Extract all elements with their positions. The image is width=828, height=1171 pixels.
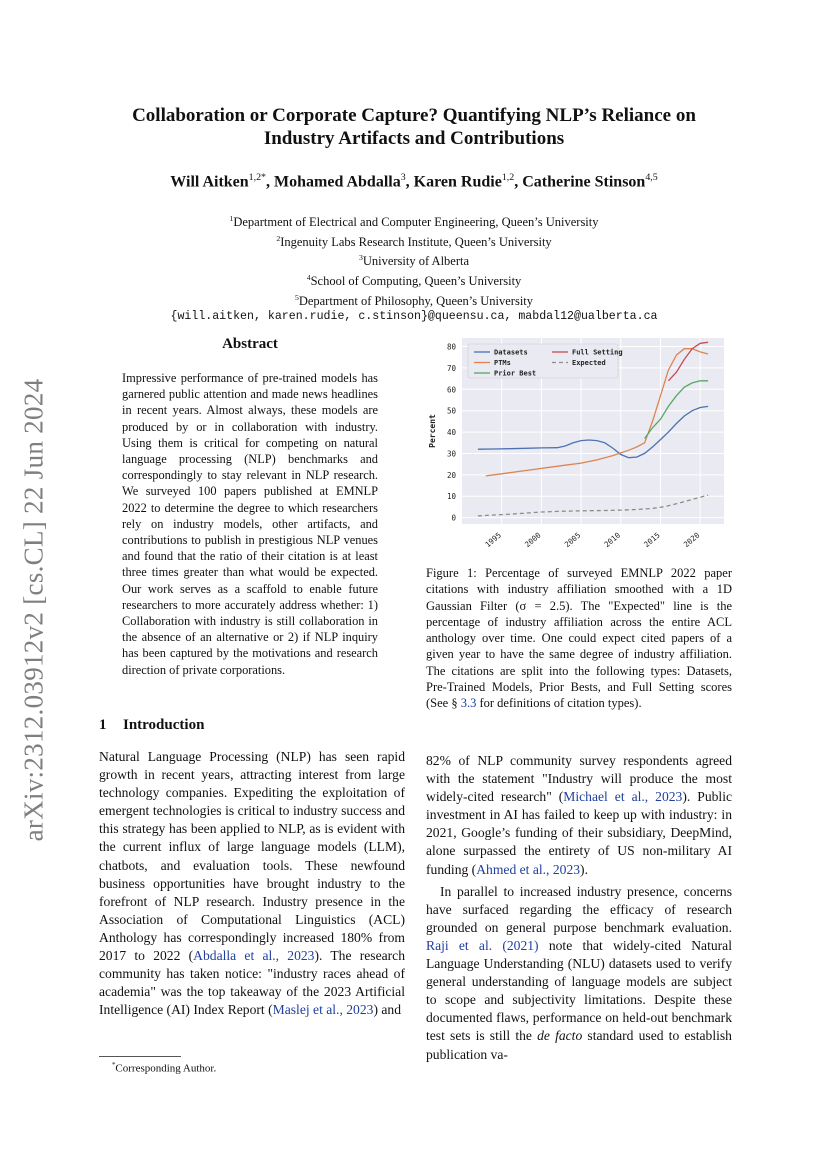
text-run: Figure 1: Percentage of surveyed EMNLP 2022 paper citations with industry affiliation smoothed with a 1D Gaussian Filter (σ = 2.5). The "Expected" line is the percentage of industry affiliation across the entire ACL anthology over time. One could expect cited papers of a given year to have the same degree of industry affiliation. The citations are split into the following types: Datasets, Pre-Trained Models, Prior Bests, and Full Setting scores (See § <box>426 566 732 711</box>
section-title: Introduction <box>123 717 205 733</box>
section-number: 1 <box>99 717 107 733</box>
legend-label: Datasets <box>494 348 528 357</box>
legend-label: Prior Best <box>494 369 537 378</box>
legend-label: Expected <box>572 359 606 367</box>
text-run: 82% of NLP community survey respondents agreed with the statement "Industry will produce the most widely-cited research" ( <box>426 753 732 805</box>
author-list: Will Aitken$^{1,2*}$, Mohamed Abdalla$^3$, Karen Rudie$^{1,2}$, Catherine Stinson$^{4,5}$ <box>170 172 658 191</box>
abstract-body: Impressive performance of pre-trained models has garnered public attention and made news headlines in recent years. Almost always, these models are produced by or in collaboration with industry. Using them is critical for competing on natural language processing (NLP) benchmarks and correspondingly to stay relevant in NLP research. We surveyed 100 papers published at EMNLP 2022 to determine the degree to which researchers rely on industry models, other artifacts, and contributions to publish in prestigious NLP venues and found that the ratio of their citation is at least three times greater than what would be expected. Our work serves as a scaffold to enable future researchers to more accurately address whether: 1) Collaboration with industry is still collaboration in the absence of an alternative or 2) if NLP inquiry has been captured by the motivations and research direction of private corporations. <box>122 371 378 677</box>
text-run: ). The research community has taken notice: "industry races ahead of academia" was the top takeaway of the 2023 Artificial Intelligence (AI) Index Report ( <box>99 948 406 1018</box>
footnote-text: Corresponding Author. <box>115 1062 217 1075</box>
affiliation <box>80 290 748 310</box>
author-name: Karen Rudie <box>413 173 502 191</box>
text-run: ). <box>580 861 588 877</box>
citation-link[interactable]: Abdalla et al., 2023 <box>193 948 315 964</box>
affiliation <box>80 270 748 290</box>
author-sup: 4,5 <box>645 172 658 183</box>
affiliation-text: University of Alberta <box>362 254 470 269</box>
x-tick-label: 2010 <box>602 530 623 550</box>
author-sup: 1,2* <box>248 172 267 183</box>
affiliation-text: Department of Electrical and Computer Engineering, Queen’s University <box>233 215 599 230</box>
affiliation-sup: 5 <box>294 292 299 302</box>
author-name: Catherine Stinson <box>522 173 646 191</box>
figure-1-chart <box>424 334 734 556</box>
text-run: standard used to establish publication va- <box>426 1028 732 1062</box>
affiliation-sup: 4 <box>306 272 311 282</box>
intro-paragraph <box>426 752 732 879</box>
x-tick-label: 1995 <box>483 530 503 550</box>
y-axis-label: Percent <box>428 414 437 448</box>
paper-title <box>80 104 748 150</box>
text-run: Natural Language Processing (NLP) has seen rapid growth in recent years, attracting interest from large technology companies. Expediting the exploitation of emergent technologies is critical to industry success and this strategy has been applied to NLP, as is evident with the current influx of large language models (LLM), chatbots, and evaluation tools. These newfound business opportunities have brought industry to the forefront of NLP research. Industry presence in the Association of Computational Linguistics (ACL) Anthology has correspondingly increased 180% from 2017 to 2022 ( <box>99 749 405 964</box>
text-run: ) and <box>373 1002 402 1018</box>
y-tick-label: 10 <box>446 492 456 502</box>
italic-text: de facto <box>537 1028 583 1044</box>
legend-label: PTMs <box>494 359 511 367</box>
citation-link[interactable]: Raji et al. (2021) <box>426 937 539 953</box>
x-tick-label: 2015 <box>642 530 662 550</box>
y-tick-label: 30 <box>446 449 456 459</box>
affiliation <box>80 250 748 270</box>
legend-label: Full Setting <box>572 348 623 357</box>
author-sup: 1,2 <box>501 172 515 183</box>
figure-caption <box>426 565 732 712</box>
intro-right-column <box>426 752 732 1064</box>
text-run: note that widely-cited Natural Language Understanding (NLU) datasets used to verify general understanding of language models are subject to scope and subjectivity limitations. Despite these documented flaws, performance on held-out benchmark test sets is still the <box>426 937 732 1044</box>
author-name: Will Aitken <box>170 173 249 191</box>
citation-link[interactable]: 3.3 <box>460 696 477 711</box>
footnote-rule <box>99 1056 181 1057</box>
citation-link[interactable]: Maslej et al., 2023 <box>272 1002 374 1018</box>
affiliation <box>80 231 748 251</box>
y-tick-label: 70 <box>446 363 456 373</box>
text-run: In parallel to increased industry presence, concerns have surfaced regarding the efficacy of research grounded on general purpose benchmark evaluation. <box>426 883 732 935</box>
footnote-mark: * <box>112 1062 116 1069</box>
y-tick-label: 80 <box>446 342 456 352</box>
intro-left-column <box>99 748 405 1019</box>
author-name: Mohamed Abdalla <box>274 173 401 191</box>
y-tick-label: 40 <box>446 428 456 438</box>
affiliation-sup: 3 <box>358 253 363 263</box>
author-sup: 3 <box>400 172 406 183</box>
title-line-1: Collaboration or Corporate Capture? Quantifying NLP’s Reliance on <box>132 105 696 126</box>
title-line-2: Industry Artifacts and Contributions <box>263 128 565 149</box>
x-tick-label: 2005 <box>562 530 583 550</box>
affiliation-sup: 2 <box>276 233 281 243</box>
x-tick-label: 2020 <box>681 530 702 550</box>
affiliation-text: Ingenuity Labs Research Institute, Queen’s University <box>280 234 552 249</box>
line-chart <box>424 334 734 556</box>
text-run: for definitions of citation types). <box>476 696 642 711</box>
footnote <box>112 1062 216 1075</box>
affiliations <box>80 211 748 325</box>
affiliation-sup: 1 <box>229 214 234 223</box>
y-tick-label: 0 <box>451 513 456 523</box>
author-emails[interactable]: {will.aitken, karen.rudie, c.stinson}@queensu.ca, mabdal12@ualberta.ca <box>170 310 658 324</box>
affiliation <box>80 211 748 231</box>
affiliation-text: School of Computing, Queen’s University <box>310 274 522 289</box>
y-tick-label: 60 <box>446 385 456 395</box>
y-tick-label: 20 <box>446 470 456 480</box>
citation-link[interactable]: Ahmed et al., 2023 <box>476 861 581 877</box>
arxiv-stamp <box>14 365 54 855</box>
intro-paragraph <box>426 883 732 1064</box>
affiliation-text: Department of Philosophy, Queen’s University <box>298 293 534 308</box>
section-heading <box>99 717 204 734</box>
abstract-heading: Abstract <box>222 336 278 352</box>
intro-paragraph <box>99 748 405 1019</box>
citation-link[interactable]: Michael et al., 2023 <box>563 789 683 805</box>
x-tick-label: 2000 <box>523 530 543 550</box>
text-run: ). Public investment in AI has failed to keep up with industry: in 2021, Google’s funding of their subsidiary, DeepMind, alone surpassed the entirety of US non-military AI funding ( <box>426 789 733 877</box>
arxiv-stamp-text: arXiv:2312.03912v2 [cs.CL] 22 Jun 2024 <box>18 378 49 842</box>
y-tick-label: 50 <box>446 406 456 416</box>
